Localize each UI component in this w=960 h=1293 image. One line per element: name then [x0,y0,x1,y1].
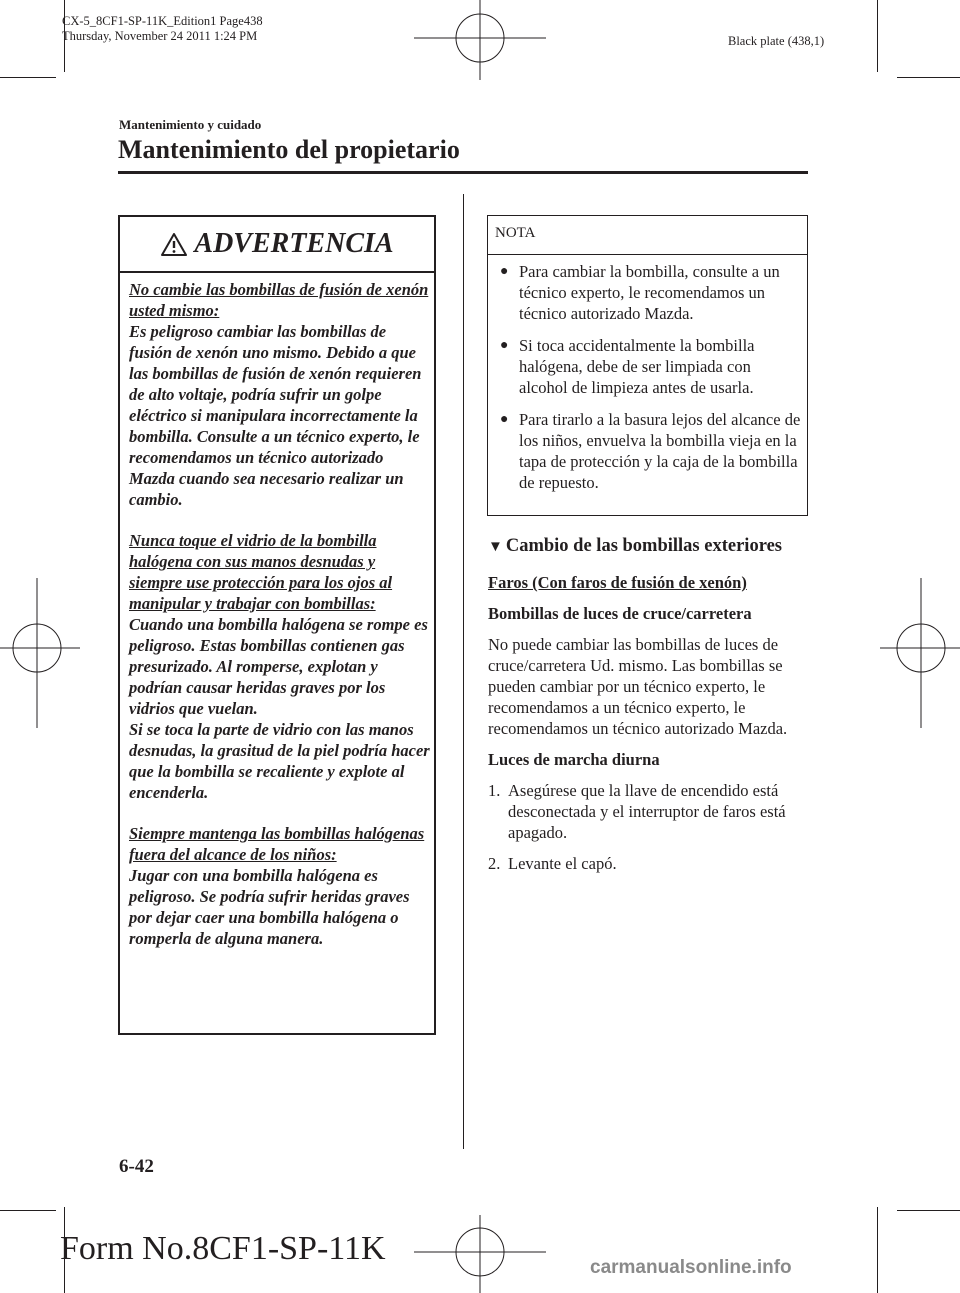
warning-heading-3: Siempre mantenga las bombillas halógenas fuera del alcance de los niños: [129,824,425,864]
bullet-icon: ● [500,264,509,279]
section-label: Mantenimiento y cuidado [119,117,262,132]
crop-mark-bottom-right-v [877,1207,878,1293]
print-date-line: Thursday, November 24 2011 1:24 PM [62,29,258,43]
watermark: carmanualsonline.info [590,1257,792,1278]
form-number: Form No.8CF1-SP-11K [60,1230,386,1267]
registration-mark-left [0,578,80,728]
warning-text-2b: Si se toca la parte de vidrio con las manos desnudas, la grasitud de la piel podría hacer que la bombilla se recaliente y explote al encenderla. [129,720,430,802]
title-rule [118,171,808,174]
crop-mark-bottom-right-h [897,1210,960,1211]
crop-mark-top-right-h [897,77,960,78]
step-2: 2. Levante el capó. [488,854,617,873]
note-item: ● Para tirarlo a la basura lejos del alcance de los niños, envuelva la bombilla vieja en la tapa de protección y la caja de la bombilla de repuesto. [500,410,801,492]
column-divider [463,194,464,1149]
headlights-subheading: Faros (Con faros de fusión de xenón) [488,573,747,592]
bullet-icon: ● [500,412,509,427]
warning-body [129,279,430,949]
print-metadata [62,14,263,44]
warning-text-2: Cuando una bombilla halógena se rompe es peligroso. Estas bombillas contienen gas presurizado. Al romperse, explotan y podrían causar heridas graves por los vidrios que vuelan. [129,615,428,718]
note-item: ● Si toca accidentalmente la bombilla halógena, debe de ser limpiada con alcohol de limpieza antes de usarla. [500,336,755,397]
note-header [488,216,807,255]
body-column [488,572,808,874]
bullet-icon: ● [500,338,509,353]
crop-mark-top-left-h [0,77,56,78]
warning-title: ADVERTENCIA [194,228,394,259]
lowhigh-heading: Bombillas de luces de cruce/carretera [488,604,752,623]
lowhigh-text: No puede cambiar las bombillas de luces de cruce/carretera Ud. mismo. Las bombillas se pueden cambiar por un técnico experto, le recomendamos a un técnico experto, le recomendamos un técnico autorizado Mazda. [488,635,788,738]
step-1: 1. Asegúrese que la llave de encendido está desconectada y el interruptor de faros está apagado. [488,781,786,842]
registration-mark-top [414,0,546,80]
note-item: ● Para cambiar la bombilla, consulte a un técnico experto, le recomendamos un técnico autorizado Mazda. [500,262,780,323]
registration-mark-right [880,578,960,728]
crop-mark-top-right-v [877,0,878,72]
note-title: NOTA [495,225,536,241]
crop-mark-bottom-left-h [0,1210,56,1211]
drl-heading: Luces de marcha diurna [488,750,660,769]
warning-triangle-icon [160,232,188,257]
triangle-down-icon: ▼ [488,539,503,555]
warning-text-1: Es peligroso cambiar las bombillas de fusión de xenón uno mismo. Debido a que las bombillas de fusión de xenón requieren de alto voltaje, podría sufrir un golpe eléctrico si manipulara incorrectamente la bombilla. Consulte a un técnico experto, le recomendamos un técnico autorizado Mazda cuando sea necesario realizar un cambio. [129,322,422,509]
warning-heading-2: Nunca toque el vidrio de la bombilla halógena con sus manos desnudas y siempre use protección para los ojos al manipular y trabajar con bombillas: [129,531,393,613]
warning-text-3: Jugar con una bombilla halógena es peligroso. Se podría sufrir heridas graves por dejar caer una bombilla halógena o romperla de alguna manera. [129,866,410,948]
note-list [496,261,803,504]
warning-box [118,215,436,1035]
page-title: Mantenimiento del propietario [118,135,460,164]
plate-label: Black plate (438,1) [728,34,825,48]
section-heading: ▼ Cambio de las bombillas exteriores [488,536,782,556]
page-number: 6-42 [119,1156,154,1177]
warning-heading-1: No cambie las bombillas de fusión de xenón usted mismo: [129,280,429,320]
warning-header [120,217,434,273]
registration-mark-bottom [414,1215,546,1293]
note-box [487,215,808,516]
print-job-line: CX-5_8CF1-SP-11K_Edition1 Page438 [62,14,263,28]
